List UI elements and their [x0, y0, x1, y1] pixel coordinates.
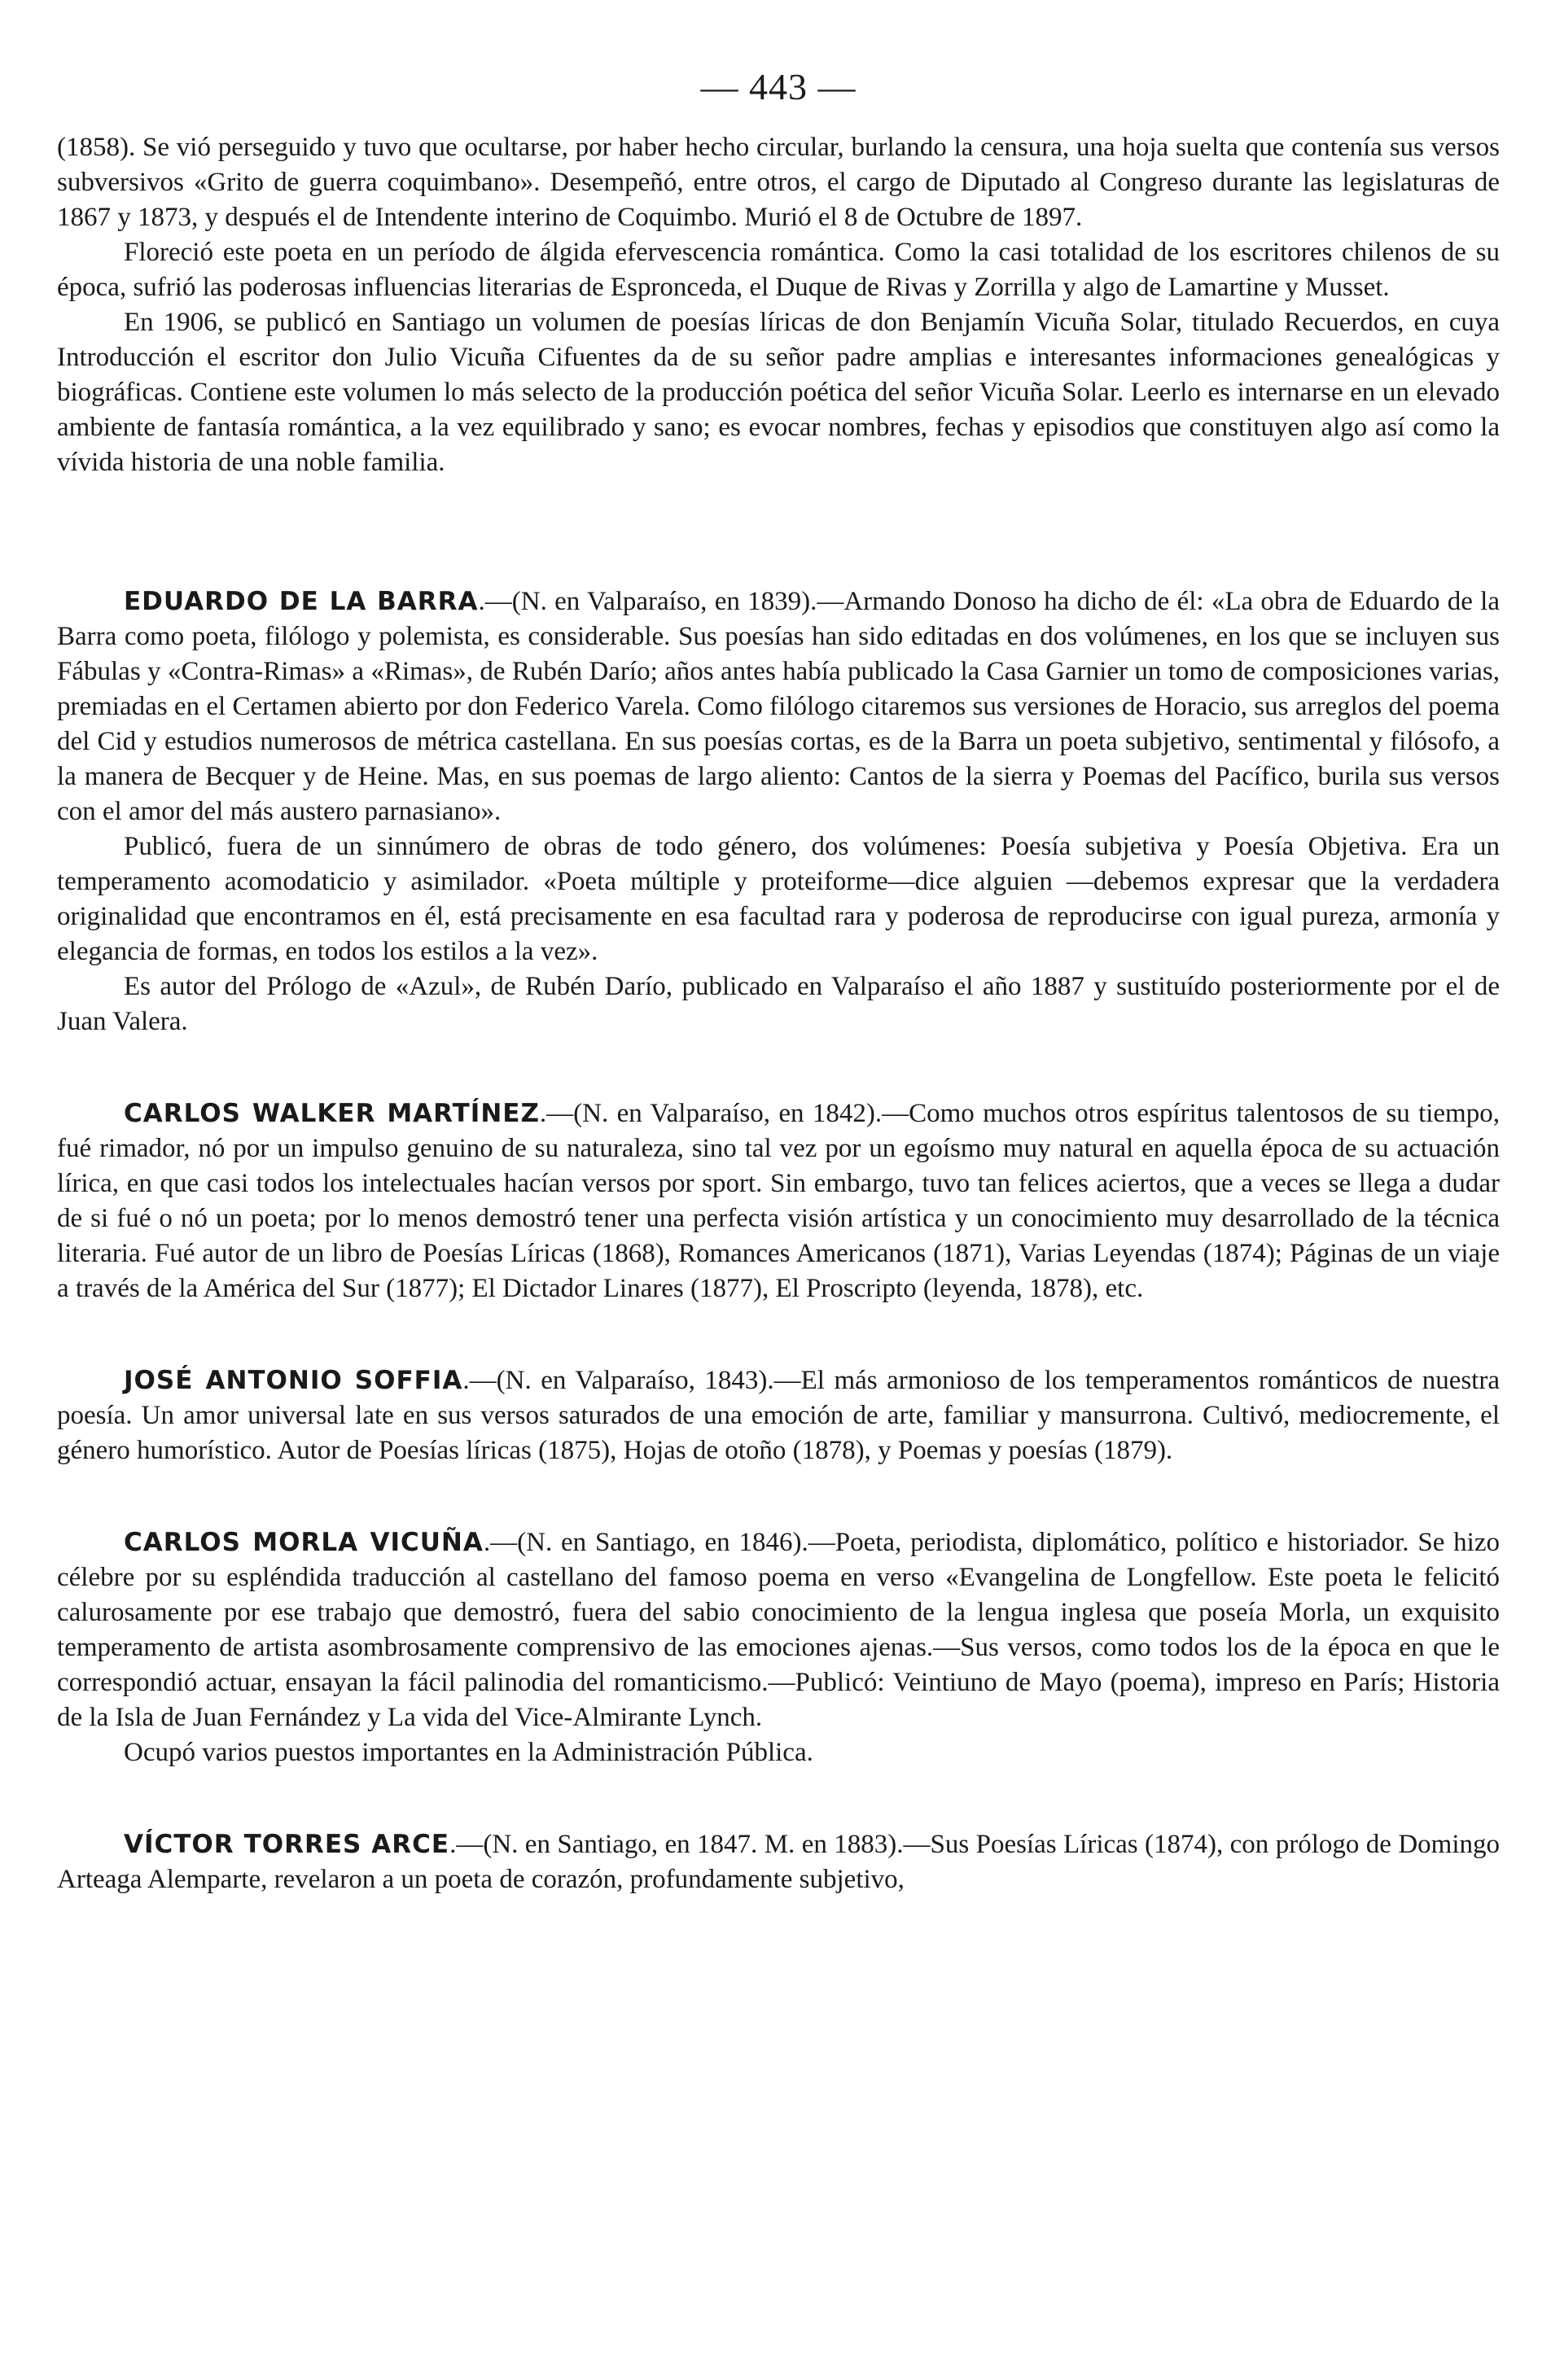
- entry-paragraph: Publicó, fuera de un sinnúmero de obras de todo género, dos volúmenes: Poesía subjetiva y Poesía Objetiva. Era un temperamento acomodaticio y asimilador. «Poeta múltiple y proteiforme—dice alguien —debemos expresar que la verdadera originalidad que encontramos en él, está precisamente en esa facultad rara y poderosa de reproducirse con igual pureza, armonía y elegancia de formas, en todos los estilos a la vez».: [57, 832, 1500, 966]
- entry-text: .—(N. en Santiago, en 1847. M. en 1883).—Sus Poesías Líricas (1874), con prólogo de Domingo Arteaga Alemparte, revelaron a un poeta de corazón, profundamente subjetivo,: [57, 1830, 1500, 1894]
- entry-heading: CARLOS WALKER MARTÍNEZ: [124, 1099, 540, 1128]
- document-page: [57, 0, 1500, 1897]
- page-number: — 443 —: [700, 66, 857, 107]
- entry-eduardo-de-la-barra: [57, 584, 1500, 1039]
- intro-paragraph: En 1906, se publicó en Santiago un volumen de poesías líricas de don Benjamín Vicuña Solar, titulado Recuerdos, en cuya Introducción el escritor don Julio Vicuña Cifuentes da de su señor padre amplias e interesantes informaciones genealógicas y biográficas. Contiene este volumen lo más selecto de la producción poética del señor Vicuña Solar. Leerlo es internarse en un elevado ambiente de fantasía romántica, a la vez equilibrado y sano; es evocar nombres, fechas y episodios que constituyen algo así como la vívida historia de una noble familia.: [57, 308, 1500, 477]
- intro-paragraph: Floreció este poeta en un período de álgida efervescencia romántica. Como la casi totalidad de los escritores chilenos de su época, sufrió las poderosas influencias literarias de Espronceda, el Duque de Rivas y Zorrilla y algo de Lamartine y Musset.: [57, 238, 1500, 302]
- entry-paragraph: [57, 1096, 1500, 1306]
- entry-heading: JOSÉ ANTONIO SOFFIA: [124, 1366, 463, 1395]
- entry-text: .—(N. en Valparaíso, en 1839).—Armando Donoso ha dicho de él: «La obra de Eduardo de la Barra como poeta, filólogo y polemista, es considerable. Sus poesías han sido editadas en dos volúmenes, en los que se incluyen sus Fábulas y «Contra-Rimas» a «Rimas», de Rubén Darío; años antes había publicado la Casa Garnier un tomo de composiciones varias, premiadas en el Certamen abierto por don Federico Varela. Como filólogo citaremos sus versiones de Horacio, sus arreglos del poema del Cid y estudios numerosos de métrica castellana. En sus poesías cortas, es de la Barra un poeta subjetivo, sentimental y filósofo, a la manera de Becquer y de Heine. Mas, en sus poemas de largo aliento: Cantos de la sierra y Poemas del Pacífico, burila sus versos con el amor del más austero parnasiano».: [57, 587, 1500, 826]
- entry-jose-antonio-soffia: [57, 1363, 1500, 1468]
- entry-paragraph: [57, 1363, 1500, 1468]
- entry-paragraph: [57, 1525, 1500, 1735]
- entry-text: .—(N. en Santiago, en 1846).—Poeta, periodista, diplomático, político e historiador. Se hizo célebre por su espléndida traducción al castellano del famoso poema en verso «Evangelina de Longfellow. Este poeta le felicitó calurosamente por ese trabajo que demostró, fuera del sabio conocimiento de la lengua inglesa que poseía Morla, un exquisito temperamento de artista asombrosamente comprensivo de las emociones ajenas.—Sus versos, como todos los de la época en que le correspondió actuar, ensayan la fácil palinodia del romanticismo.—Publicó: Veintiuno de Mayo (poema), impreso en París; Historia de la Isla de Juan Fernández y La vida del Vice-Almirante Lynch.: [57, 1528, 1500, 1732]
- entry-carlos-walker-martinez: [57, 1096, 1500, 1306]
- entry-paragraph: Ocupó varios puestos importantes en la Administración Pública.: [124, 1738, 813, 1767]
- entry-text: .—(N. en Valparaíso, 1843).—El más armonioso de los temperamentos románticos de nuestra poesía. Un amor universal late en sus versos saturados de una emoción de arte, familiar y mansurrona. Cultivó, mediocremente, el género humorístico. Autor de Poesías líricas (1875), Hojas de otoño (1878), y Poemas y poesías (1879).: [57, 1366, 1500, 1465]
- intro-paragraph: (1858). Se vió perseguido y tuvo que ocultarse, por haber hecho circular, burlando la censura, una hoja suelta que contenía sus versos subversivos «Grito de guerra coquimbano». Desempeñó, entre otros, el cargo de Diputado al Congreso durante las legislaturas de 1867 y 1873, y después el de Intendente interino de Coquimbo. Murió el 8 de Octubre de 1897.: [57, 133, 1500, 232]
- entry-victor-torres-arce: [57, 1827, 1500, 1897]
- entry-paragraph: [57, 1827, 1500, 1897]
- entry-paragraph: Es autor del Prólogo de «Azul», de Rubén Darío, publicado en Valparaíso el año 1887 y sustituído posteriormente por el de Juan Valera.: [57, 972, 1500, 1036]
- entry-paragraph: [57, 584, 1500, 829]
- entry-heading: EDUARDO DE LA BARRA: [124, 587, 479, 616]
- entry-heading: CARLOS MORLA VICUÑA: [124, 1528, 484, 1557]
- entry-carlos-morla-vicuna: [57, 1525, 1500, 1770]
- entry-text: .—(N. en Valparaíso, en 1842).—Como muchos otros espíritus talentosos de su tiempo, fué rimador, nó por un impulso genuino de su naturaleza, sino tal vez por un egoísmo muy natural en aquella época de su actuación lírica, en que casi todos los intelectuales hacían versos por sport. Sin embargo, tuvo tan felices aciertos, que a veces se llega a dudar de si fué o nó un poeta; por lo menos demostró tener una perfecta visión artística y un conocimiento muy desarrollado de la técnica literaria. Fué autor de un libro de Poesías Líricas (1868), Romances Americanos (1871), Varias Leyendas (1874); Páginas de un viaje a través de la América del Sur (1877); El Dictador Linares (1877), El Proscripto (leyenda, 1878), etc.: [57, 1099, 1500, 1303]
- entry-heading: VÍCTOR TORRES ARCE: [124, 1830, 450, 1859]
